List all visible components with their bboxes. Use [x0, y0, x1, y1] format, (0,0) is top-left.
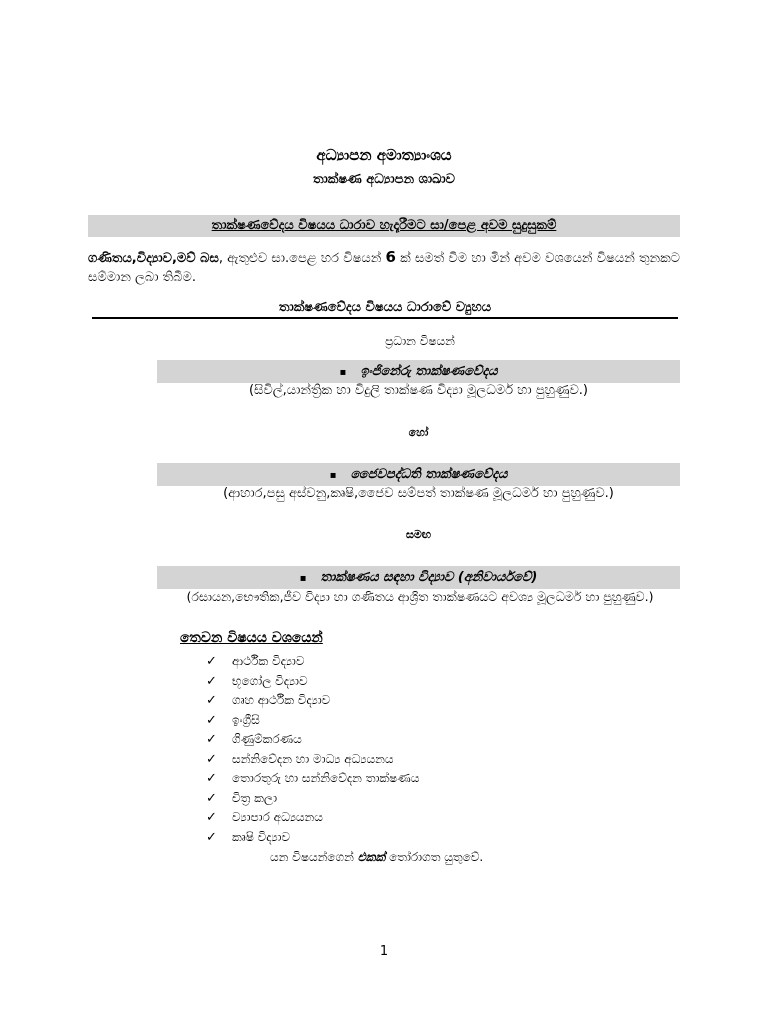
- subject-bar-science: [157, 566, 680, 589]
- subject-bar-engineering: [157, 360, 680, 383]
- main-subjects-label: ප්‍රධාන විෂයන්: [385, 334, 455, 348]
- closing-emphasis: එකක්: [357, 850, 386, 864]
- check-icon: ✓: [206, 654, 217, 669]
- list-item: [206, 789, 419, 809]
- square-bullet-icon: ▪: [299, 573, 307, 584]
- ministry-title: අධ්‍යාපන අමාත්‍යාංශය: [316, 146, 452, 164]
- check-icon: ✓: [206, 693, 217, 708]
- check-icon: ✓: [206, 829, 217, 845]
- list-item-label: චිත්‍ර කලා: [232, 790, 278, 805]
- subject-desc-biosystems: (ආහාර,පසු අස්වනු,කෘෂි,ජෛව සම්පත් තාක්ෂණ මූලධර්ම හා පුහුණුව.): [223, 486, 614, 501]
- subject-name: තාක්ෂණය සඳහා විද්‍යාව (අනිවාර්යවේ): [320, 570, 538, 585]
- connector-with: සමඟ: [405, 528, 432, 541]
- list-item-label: භූගෝල විද්‍යාව: [232, 673, 308, 688]
- subject-desc-science: (රසායන,භෞතික,ජීව විද්‍යා හා ගණිතය ආශ්‍රිත තාක්ෂණයට අවශ්‍ය මූලධර්ම හා පුහුණුව.): [186, 589, 654, 604]
- list-item: [206, 750, 419, 770]
- list-item-label: ආර්ථික විද්‍යාව: [232, 654, 305, 668]
- structure-heading: තාක්ෂණවේදය විෂයය ධාරාවේ ව්‍යුහය: [278, 300, 492, 315]
- closing-text-2: තෝරාගත යුතුවේ.: [385, 850, 484, 864]
- list-item-label: සන්නිවේදන හා මාධ්‍ය අධ්‍යයනය: [232, 751, 394, 766]
- min-qualification-heading: තාක්ෂණවේදය විෂයය ධාරාව හැදෑරීමට සා/පෙළ අවම සුදුසුකම්: [88, 215, 680, 237]
- list-item: [206, 672, 419, 692]
- list-item-label: ගිණුම්කරණය: [232, 732, 302, 746]
- pass-count: 6: [385, 248, 396, 266]
- list-item-label: ඉංග්‍රීසි: [232, 712, 260, 727]
- subject-name: ජෛවපද්ධති තාක්ෂණවේදය: [350, 467, 508, 482]
- third-subject-list: [206, 652, 419, 847]
- check-icon: ✓: [206, 751, 217, 767]
- para-text-2: ක් සමත් වීම හා මින් අවම වශයෙන් විෂයන් තුනකට සම්මාන ලබා තිබීම.: [88, 251, 680, 285]
- square-bullet-icon: ▪: [329, 470, 337, 481]
- branch-title: තාක්ෂණ අධ්‍යාපන ශාඛාව: [312, 172, 456, 187]
- min-qualification-paragraph: [88, 248, 680, 287]
- check-icon: ✓: [206, 732, 217, 747]
- core-subjects: ගණිතය,විද්‍යාව,මව් බස: [88, 251, 219, 266]
- connector-or: හෝ: [408, 426, 429, 439]
- check-icon: ✓: [206, 771, 217, 786]
- square-bullet-icon: ▪: [339, 367, 347, 378]
- list-item: [206, 769, 419, 789]
- list-item-label: ව්‍යාපාර අධ්‍යයනය: [232, 810, 323, 824]
- list-item-label: කෘෂි විද්‍යාව: [232, 829, 291, 844]
- check-icon: ✓: [206, 790, 217, 806]
- list-item: [206, 711, 419, 731]
- subject-desc-engineering: (සිවිල්,යාන්ත්‍රික හා විදුලි තාක්ෂණ විද්‍යා මූලධර්ම හා පුහුණුව.): [248, 383, 589, 398]
- subject-bar-biosystems: [157, 463, 680, 486]
- subject-name: ඉංජිනේරු තාක්ෂණවේදය: [360, 364, 498, 379]
- list-item: [206, 691, 419, 711]
- list-item: [206, 828, 419, 848]
- check-icon: ✓: [206, 810, 217, 825]
- list-item-label: ගෘහ ආර්ථික විද්‍යාව: [232, 693, 331, 707]
- check-icon: ✓: [206, 712, 217, 728]
- check-icon: ✓: [206, 673, 217, 689]
- heading-divider: [92, 317, 678, 319]
- para-text-1: , ඇතුළුව සා.පෙළ හර විෂයන්: [218, 251, 386, 266]
- closing-sentence: [270, 850, 483, 865]
- list-item: [206, 808, 419, 828]
- list-item: [206, 652, 419, 672]
- closing-text-1: යන විෂයන්ගෙන්: [270, 850, 358, 864]
- third-subject-heading: තෙවන විෂයය වශයෙන්: [180, 630, 323, 646]
- page-number: 1: [379, 944, 389, 959]
- list-item: [206, 730, 419, 750]
- list-item-label: තොරතුරු හා සන්නිවේදන තාක්ෂණය: [232, 771, 420, 785]
